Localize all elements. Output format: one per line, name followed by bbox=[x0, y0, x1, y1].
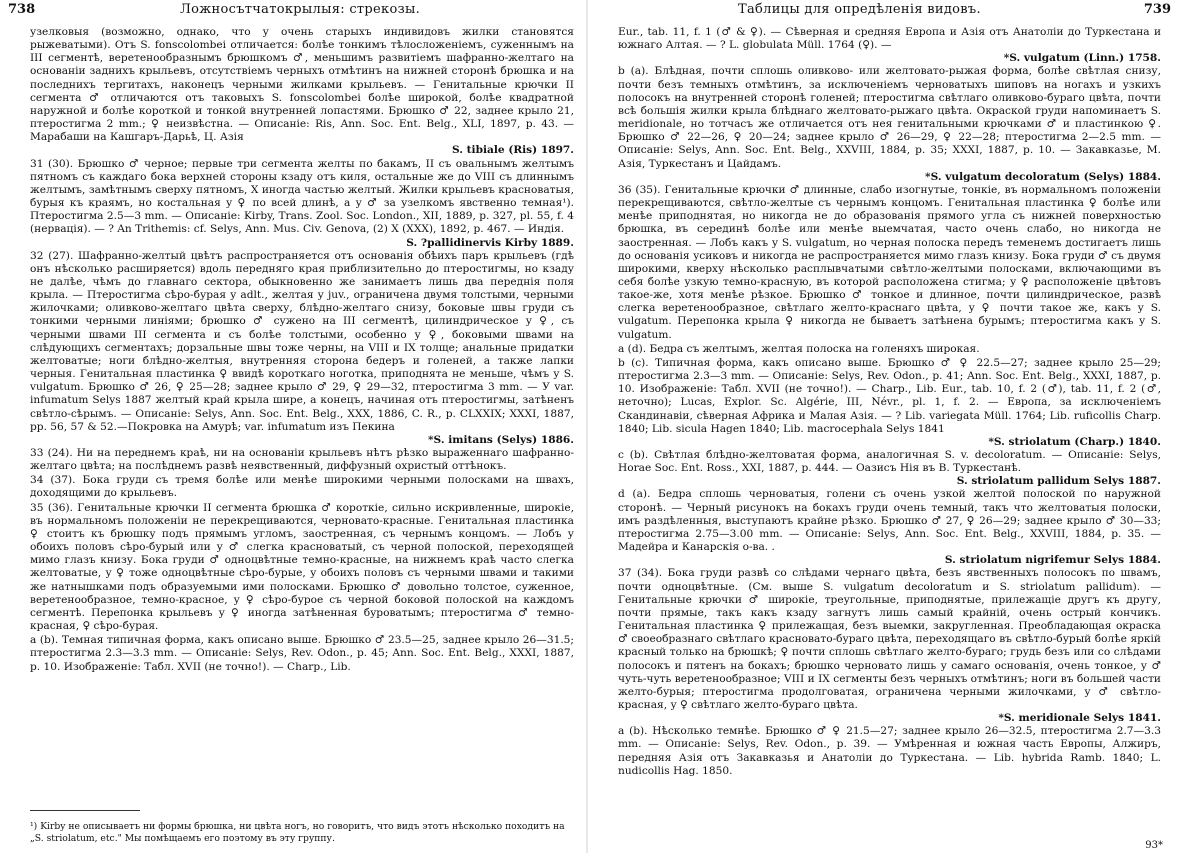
species-name: S. tibiale (Ris) 1897. bbox=[452, 144, 574, 157]
key-entry: a (b). Нѣсколько темнѣе. Брюшко ♂ ♀ 21.5—27; заднее крыло 26—32.5, птеростигма 2.7—3.3 mm. — Описаніе: Selys, Rev. Odon., p. 39. — Умѣренная и южная часть Европы, Алжиръ, передняя Азія отъ Закавказья и Анатоліи до Туркестана. — Lib. hybrida Ramb. 1840; L. nudicollis Hag. 1850. bbox=[618, 725, 1161, 777]
species-name: *S. vulgatum decoloratum (Selys) 1884. bbox=[925, 170, 1161, 183]
page-number: 739 bbox=[1143, 2, 1171, 17]
key-entry: Eur., tab. 11, f. 1 (♂ & ♀). — Сѣверная и средняя Европа и Азія отъ Анатоліи до Туркестана и южнаго Алтая. — ? L. globulata Müll. 1764 (♀). — bbox=[618, 26, 1161, 52]
running-title: Ложносътчатокрылыя: стрекозы. bbox=[180, 2, 421, 17]
key-entry: узелковыя (возможно, однако, что у очень старыхъ индивидовъ жилки становятся рыжеватыми). Отъ S. fonscolombei отличается: болѣе тонкимъ тѣлосложеніемъ, суженнымъ на III сегментѣ, веретенообразнымъ брюшкомъ ♂, меньшимъ развитіемъ шафранно-желтаго на основаніи заднихъ крыльевъ, отсутствіемъ черныхъ отмѣтинъ на нижней сторонѣ брюшка и на последнихъ тергитахъ, наконецъ черными жилками крыльевъ. — Генитальные крючки II сегмента ♂ отличаются отъ таковыхъ S. fonscolombei болѣе широкой, болѣе квадратной наружной и болѣе короткой и тонкой внутренней лопастями. Брюшко ♂ 22, заднее крыло 21, птеростигма 2 mm.; ♀ неизвѣстна. — Описаніе: Ris, Ann. Soc. Ent. Belg., XLI, 1897, p. 43. — Марабаши на Кашгаръ-Дарьѣ, Ц. Азія bbox=[30, 26, 574, 144]
key-entry: 31 (30). Брюшко ♂ черное; первые три сегмента желты по бакамъ, II съ овальнымъ желтымъ пятномъ съ каждаго бока верхней стороны кзаду отъ киля, остальные же до VIII съ длиннымъ желтымъ, замѣтнымъ сверху пятномъ, X иногда частью желтый. Жилки крыльевъ красноватыя, бурыя къ краямъ, но костальная у ♀ по всей длинѣ, а у ♂ за узелкомъ явственно темная¹). Птеростигма 2.5—3 mm. — Описаніе: Kirby, Trans. Zool. Soc. London., XII, 1889, p. 327, pl. 55, f. 4 (нервація). — ? An Trithemis: cf. Selys, Ann. Mus. Civ. Genova, (2) X (XXX), 1892, p. 467. — Индія. bbox=[30, 157, 574, 236]
key-entry: 37 (34). Бока груди развѣ со слѣдами чернаго цвѣта, безъ явственныхъ полосокъ по швамъ, почти одноцвѣтные. (См. выше S. vulgatum decoloratum и S. striolatum pallidum). — Генитальные крючки ♂ широкіе, треугольные, приподнятые, прилежащіе другъ къ другу, почти прямые, такъ какъ кзаду загнутъ лишь самый крайній, очень острый кончикъ. Генитальная пластинка ♀ прилежащая, безъ выемки, закругленная. Преобладающая окраска ♂ своеобразнаго свѣтлаго красновато-бураго цвѣта, переходящаго въ свѣтло-бурый болѣе яркій красный только на брюшкѣ; ♀ почти сплошь свѣтлаго желто-бураго; грудь безъ или со слѣдами полосокъ и пятенъ на бокахъ; брюшко черновато лишь у самаго основанія, очень тонкое, у ♂ чуть-чуть веретенообразное; VIII и IX сегменты безъ черныхъ отмѣтинъ; ноги въ большей части желто-бурыя; птеростигма продолговатая, ограничена черными жилочками, у ♂ свѣтло-красная, у ♀ свѣтлаго желто-бураго цвѣта. bbox=[618, 567, 1161, 711]
left-page bbox=[0, 0, 586, 853]
species-name: *S. imitans (Selys) 1886. bbox=[428, 433, 574, 446]
right-page bbox=[588, 0, 1179, 853]
footnote-rule bbox=[30, 810, 140, 811]
key-entry: a (d). Бедра съ желтымъ, желтая полоска на голеняхъ широкая. bbox=[618, 342, 980, 355]
species-name: S. ?pallidinervis Kirby 1889. bbox=[406, 236, 574, 249]
key-entry: a (b). Темная типичная форма, какъ описано выше. Брюшко ♂ 23.5—25, заднее крыло 26—31.5; птеростигма 2.3—3.3 mm. — Описаніе: Selys, Rev. Odon., p. 45; Ann. Soc. Ent. Belg., XXXI, 1887, p. 10. Изображеніе: Табл. XVII (не точно!). — Charp., Lib. bbox=[30, 634, 574, 673]
signature-mark: 93* bbox=[1145, 840, 1163, 851]
key-entry: b (c). Типичная форма, какъ описано выше. Брюшко ♂ ♀ 22.5—27; заднее крыло 25—29; птеростигма 2.3—3 mm. — Описаніе: Selys, Rev. Odon., p. 41; Ann. Soc. Ent. Belg., XXXI, 1887, p. 10. Изображеніе: Табл. XVII (не точно!). — Charp., Lib. Eur., tab. 10, f. 2 (♂), tab. 11, f. 2 (♂, неточно); Lucas, Explor. Sc. Algérie, III, Névr., pl. 1, f. 2. — Европа, за исключеніемъ Скандинавіи, сѣверная Африка и Малая Азія. — ? Lib. variegata Müll. 1764; Lib. ruficollis Charp. 1840; Lib. sicula Hagen 1840; Lib. macrocephala Selys 1841 bbox=[618, 356, 1161, 435]
species-name: S. striolatum nigrifemur Selys 1884. bbox=[944, 554, 1161, 567]
key-entry: 35 (36). Генитальные крючки II сегмента брюшка ♂ короткіе, сильно искривленные, широкіе, въ нормальномъ положеніи не перекрещиваются, черновато-красные. Генитальная пластинка ♀ стоитъ къ брюшку подъ прямымъ угломъ, заостренная, съ чернымъ концомъ. — Лобъ у обоихъ половъ сѣро-бурый или у ♂ слегка красноватый, съ черной полоской, переходящей мимо глазъ книзу. Бока груди ♂ одноцвѣтные темно-красные, на нижнемъ краѣ часто слегка желтоватые, у ♀ тоже одноцвѣтные сѣро-бурые, у обоихъ половъ съ черными швами и такими же натнышками подъ образуемыми ими полосками. Брюшко ♂ довольно толстое, суженное, веретенообразное, темно-красное, у ♀ сѣро-бурое съ черной боковой полоской на каждомъ сегментѣ. Перепонка крыльевъ у ♀ иногда затѣненная буроватымъ; птеростигма ♂ темно-красная, ♀ сѣро-бурая. bbox=[30, 501, 574, 633]
key-entry: c (b). Свѣтлая блѣдно-желтоватая форма, аналогичная S. v. decoloratum. — Описаніе: Selys, Horae Soc. Ent. Ross., XXI, 1887, p. 444. — Оазисъ Нія въ В. Туркестанѣ. bbox=[618, 449, 1161, 475]
species-name: S. striolatum pallidum Selys 1887. bbox=[956, 475, 1161, 488]
key-entry: b (a). Блѣдная, почти сплошь оливково- или желтовато-рыжая форма, болѣе свѣтлая снизу, почти безъ темныхъ отмѣтинъ, за исключеніемъ черноватыхъ шиповъ на ногахъ и узкихъ полосокъ на внутренней сторонѣ голеней; птеростигма свѣтлаго оливково-бураго цвѣта, почти всѣ большія жилки крыла блѣднаго желтовато-рыжаго цвѣта. Окраской груди напоминаетъ S. meridionale, но тотчасъ же отличается отъ нея генитальными крючками ♂ и пластинкою ♀. Брюшко ♂ 22—26, ♀ 20—24; заднее крыло ♂ 26—29, ♀ 22—28; птеростигма 2—2.5 mm. — Описаніе: Selys, Ann. Soc. Ent. Belg., XXVIII, 1884, p. 35; XXXI, 1887, p. 10. — Закавказье, М. Азія, Туркестанъ и Цайдамъ. bbox=[618, 65, 1161, 170]
page-number: 738 bbox=[8, 2, 36, 17]
page-body bbox=[30, 26, 574, 674]
key-entry: d (a). Бедра сплошь черноватыя, голени съ очень узкой желтой полоской по наружной сторонѣ. — Черный рисунокъ на бокахъ груди очень темный, такъ что желтоватыя полоски, имъ раздѣленныя, выступаютъ крайне рѣзко. Брюшко ♂ 27, ♀ 26—29; заднее крыло ♂ 30—33; птеростигма 2.75—3.00 mm. — Описаніе: Selys, Ann. Soc. Ent. Belg., XXVIII, 1884, p. 35. — Мадейра и Канарскія о-ва. . bbox=[618, 488, 1161, 554]
footnote: ¹) Kirby не описываетъ ни формы брюшка, ни цвѣта ногъ, но говоритъ, что видъ этотъ нѣсколько походитъ на „S. striolatum, etc." Мы помѣщаемъ его поэтому въ эту группу. bbox=[30, 821, 565, 844]
key-entry: 33 (24). Ни на переднемъ краѣ, ни на основаніи крыльевъ нѣтъ рѣзко выраженнаго шафранно-желтаго цвѣта; на послѣднемъ развѣ неявственный, диффузный охристый оттѣнокъ. bbox=[30, 447, 574, 473]
key-entry: 36 (35). Генитальные крючки ♂ длинные, слабо изогнутые, тонкіе, въ нормальномъ положеніи перекрещиваются, свѣтло-желтые съ чернымъ концомъ. Генитальная пластинка ♀ болѣе или менѣе приподнятая, но никогда не до образованія прямого угла съ нижней поверхностью брюшка, въ серединѣ болѣе или менѣе выемчатая, часто очень слабо, но никогда не заостренная. — Лобъ какъ у S. vulgatum, но черная полоска передъ теменемъ достигаетъ лишь до основанія усиковъ и никогда не распространяется мимо глазъ книзу. Бока груди ♂ съ двумя широкими, кверху нѣсколько расплывчатыми свѣтло-желтыми полосками, включающими въ себя болѣе узкую темно-красную, въ которой расположена стигма; у ♀ расположеніе цвѣтовъ такое-же, хотя менѣе рѣзкое. Брюшко ♂ тонкое и длинное, почти цилиндрическое, развѣ слегка веретенообразное, свѣтлаго желто-краснаго цвѣта, у ♀ почти такое же, какъ у S. vulgatum. Перепонка крыла ♀ никогда не бываетъ затѣнена бурымъ; птеростигма какъ у S. vulgatum. bbox=[618, 183, 1161, 341]
key-entry: 34 (37). Бока груди съ тремя болѣе или менѣе широкими черными полосками на швахъ, доходящими до крыльевъ. bbox=[30, 474, 574, 500]
species-name: *S. striolatum (Charp.) 1840. bbox=[988, 435, 1161, 448]
species-name: *S. vulgatum (Linn.) 1758. bbox=[1003, 52, 1161, 65]
running-title: Таблицы для опредѣленія видовъ. bbox=[738, 2, 981, 17]
species-name: *S. meridionale Selys 1841. bbox=[998, 712, 1161, 725]
key-entry: 32 (27). Шафранно-желтый цвѣтъ распространяется отъ основанія обѣихъ паръ крыльевъ (гдѣ онъ нѣсколько расширяется) вдоль передняго края приблизительно до птеростигмы, но кзаду не далѣе, чѣмъ до главнаго сектора, обыкновенно же занимаетъ лишь два переднія поля крыла. — Птеростигма сѣро-бурая у adlt., желтая у juv., ограничена двумя толстыми, черными жилочками; оливково-желтаго цвѣта сверху, блѣдно-желтаго снизу, боковые швы груди съ тонкими черными линіями; брюшко ♂ сужено на III сегментѣ, цилиндрическое у ♀, съ черными швами III сегмента и съ болѣе толстыми, особенно у ♀, боковыми швами на слѣдующихъ сегментахъ; дорзальные швы тоже черны, на VIII и IX толще; анальные придатки желтоватые; ноги блѣдно-желтыя, внутренняя сторона бедеръ и голеней, а также лапки черныя. Генитальная пластинка ♀ ввидѣ короткаго ноготка, приподнята не меньше, чѣмъ у S. vulgatum. Брюшко ♂ 26, ♀ 25—28; заднее крыло ♂ 29, ♀ 29—32, птеростигма 3 mm. — У var. infumatum Selys 1887 желтый край крыла шире, а конецъ, начиная отъ птеростигмы, затѣненъ свѣтло-сѣрымъ. — Описаніе: Selys, Ann. Soc. Ent. Belg., XXX, 1886, C. R., p. CLXXIX; XXXI, 1887, pp. 56, 57 & 52.—Покровка на Амурѣ; var. infumatum изъ Пекина bbox=[30, 249, 574, 433]
page-body bbox=[618, 26, 1161, 778]
